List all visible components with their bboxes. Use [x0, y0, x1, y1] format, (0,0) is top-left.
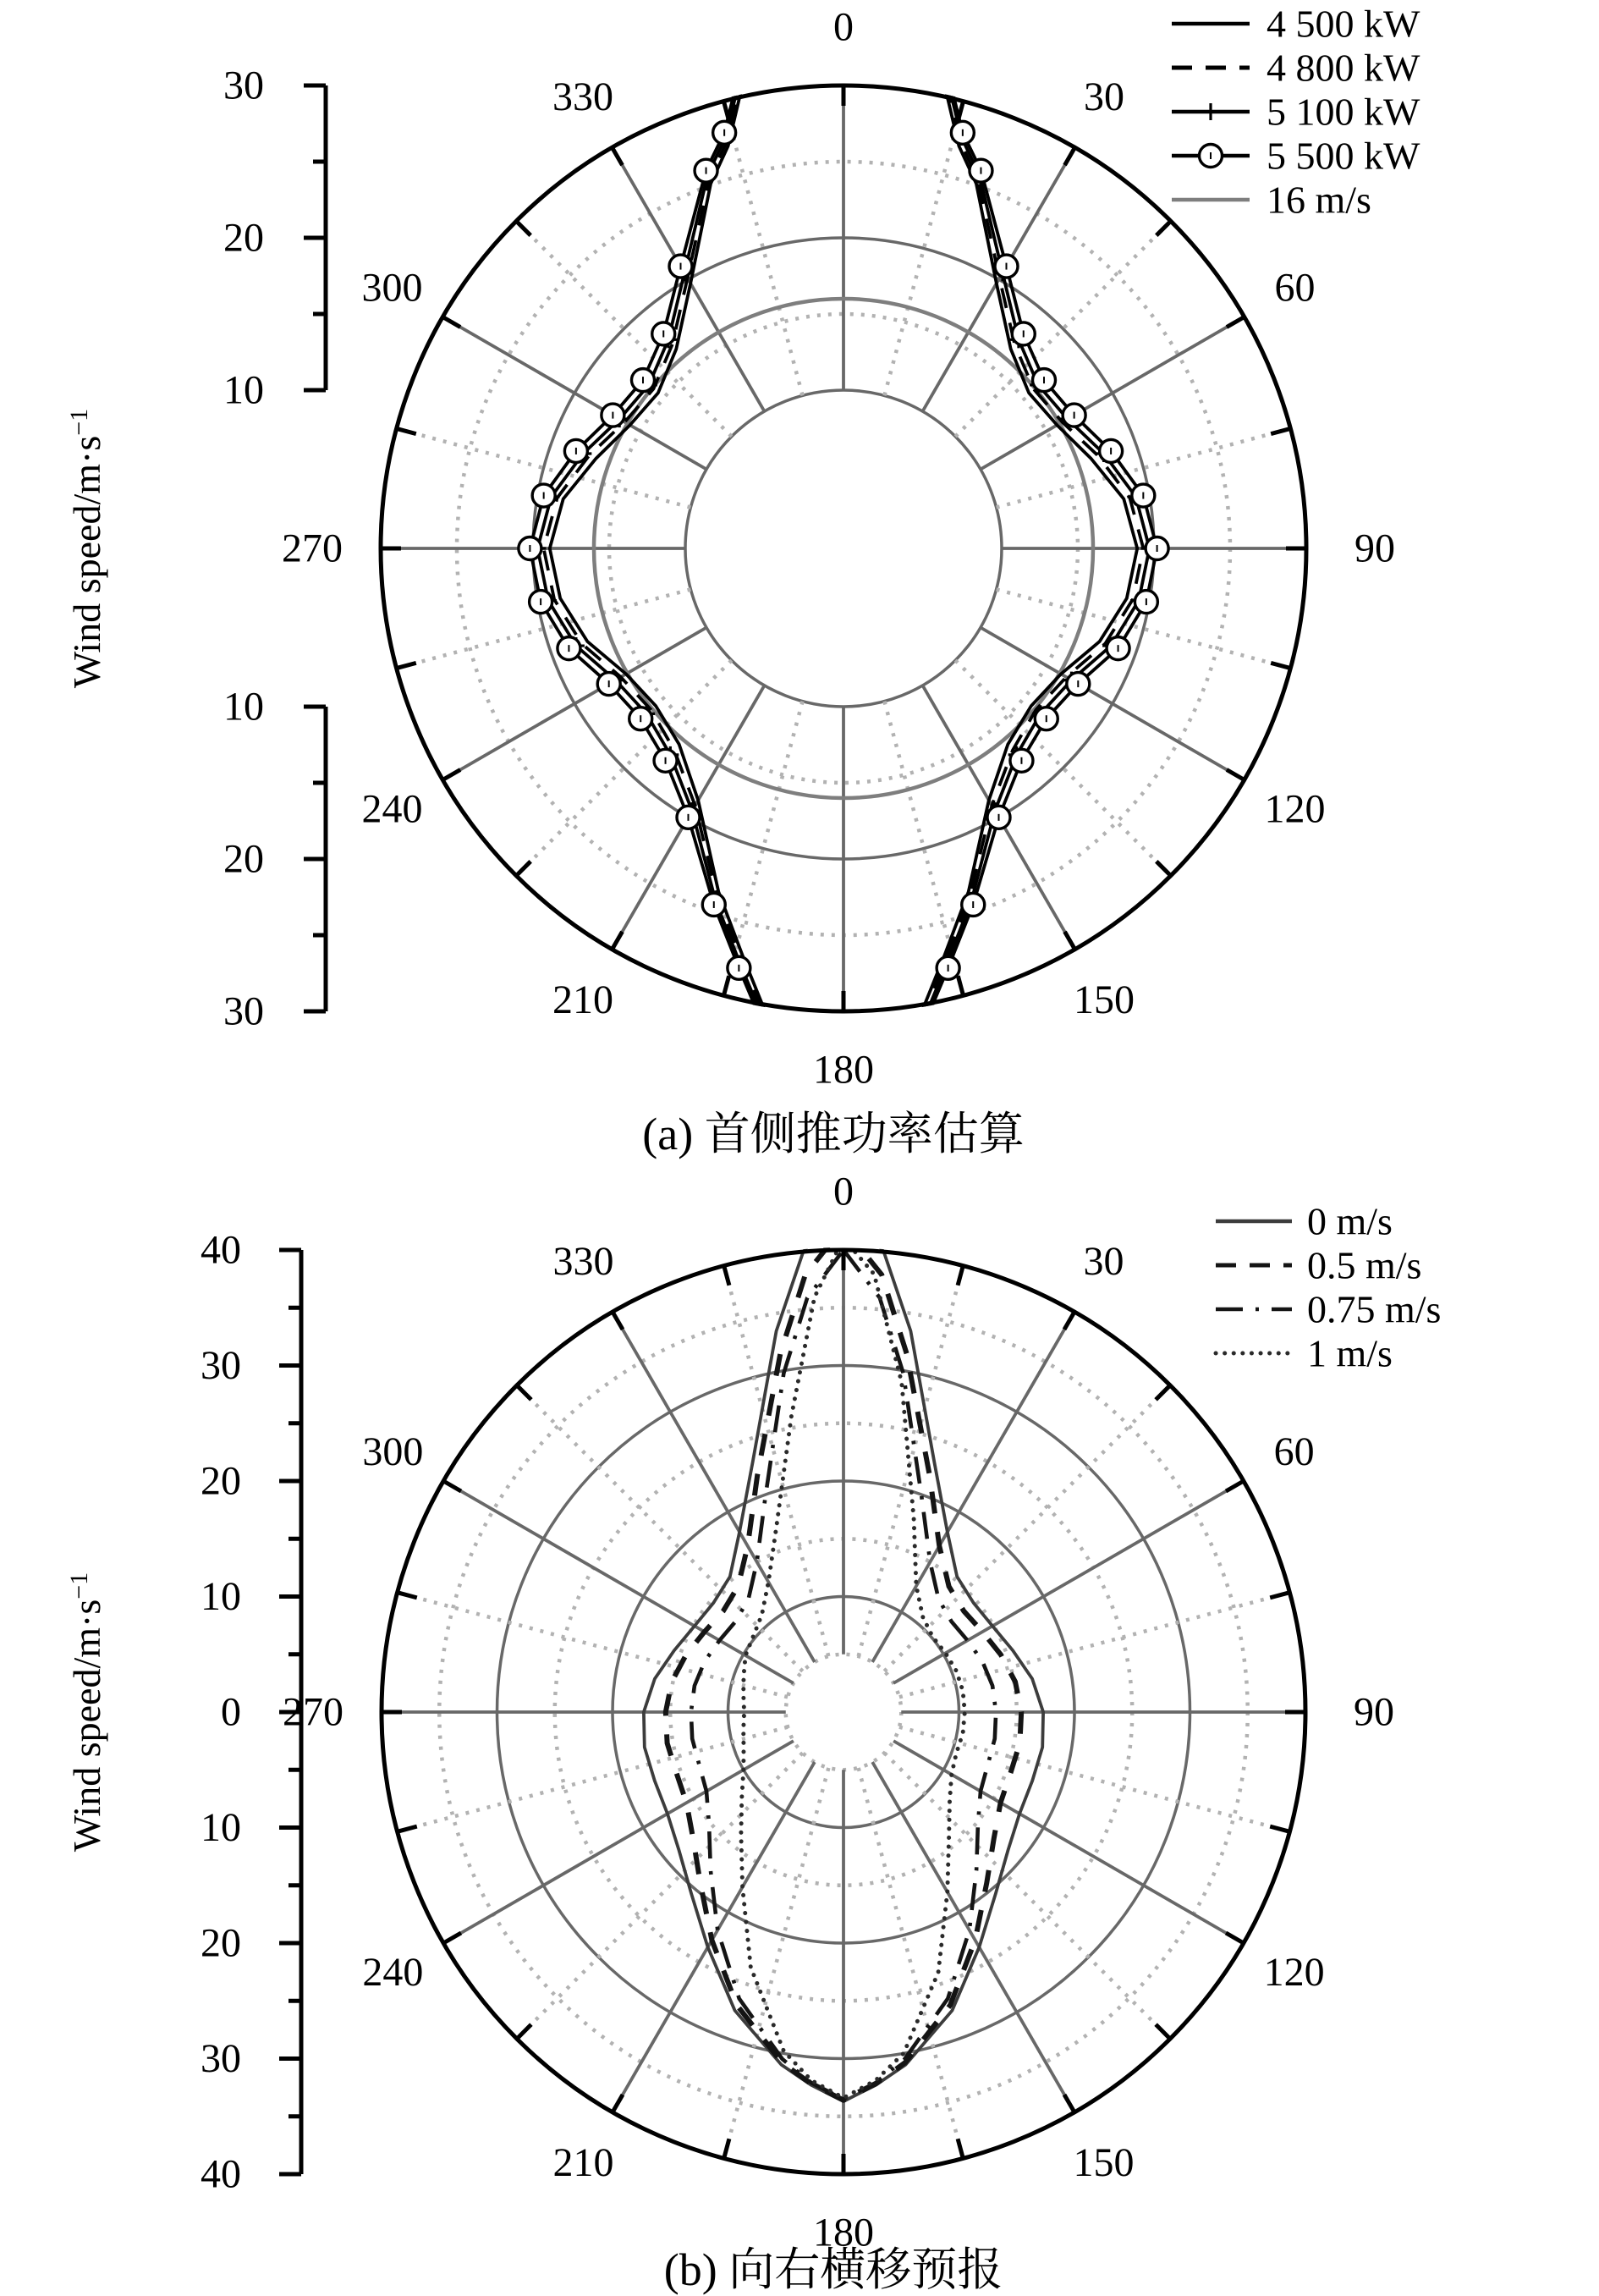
radial-tick-label: 20	[201, 1920, 241, 1966]
legend-label: 4 800 kW	[1267, 46, 1420, 90]
radial-tick-label: 40	[201, 1227, 241, 1273]
rim-tick	[1157, 862, 1171, 876]
grid-circle-solid	[685, 390, 1002, 707]
angle-label-120: 120	[1264, 786, 1326, 832]
rim-tick	[613, 2095, 623, 2112]
grid-circle-dotted	[786, 1655, 902, 1770]
rim-tick	[443, 1481, 461, 1491]
grid-spoke-solid	[613, 1312, 815, 1662]
radial-tick-label: 10	[201, 1574, 241, 1619]
legend-label: 1 m/s	[1307, 1331, 1393, 1375]
rim-tick	[958, 2139, 963, 2158]
rim-tick	[1064, 1312, 1074, 1330]
rim-tick	[723, 102, 728, 121]
radial-tick-label: 10	[223, 684, 264, 730]
rim-tick	[516, 221, 530, 235]
rim-tick	[724, 1266, 729, 1286]
rim-tick	[1271, 428, 1290, 433]
legend	[1172, 3, 1420, 222]
angle-label-120: 120	[1263, 1950, 1325, 1995]
grid-spoke-solid	[872, 1312, 1074, 1662]
angle-label-300: 300	[361, 265, 423, 311]
radial-tick-label: 40	[201, 2151, 241, 2197]
rim-tick	[397, 428, 416, 433]
rim-tick	[1065, 147, 1075, 165]
angle-label-60: 60	[1273, 1429, 1315, 1474]
rim-tick	[1227, 770, 1245, 780]
rim-tick	[442, 317, 460, 328]
angle-label-300: 300	[362, 1429, 424, 1474]
polar-chart-b	[65, 1170, 1441, 2296]
rim-tick	[517, 1385, 531, 1400]
rim-tick	[1156, 2024, 1170, 2039]
series-curve-1-m/s	[741, 1238, 964, 2098]
angle-label-180: 180	[813, 1047, 874, 1093]
angle-label-60: 60	[1274, 265, 1316, 311]
legend-label: 0.5 m/s	[1307, 1243, 1422, 1287]
rim-tick	[398, 1826, 417, 1831]
rim-tick	[958, 1266, 963, 1286]
axis-title: Wind speed/$m\cdot s^{-1}$	[65, 408, 108, 689]
polar-chart-a	[65, 0, 1420, 1240]
radial-tick-label: 20	[201, 1458, 241, 1504]
radial-tick-label: 10	[223, 367, 264, 413]
rim-tick	[516, 862, 530, 876]
angle-label-150: 150	[1074, 977, 1135, 1022]
rim-tick	[1226, 1933, 1244, 1943]
rim-tick	[1065, 932, 1075, 950]
rim-tick	[724, 2139, 729, 2158]
rim-tick	[442, 770, 460, 780]
angle-label-210: 210	[552, 2140, 614, 2186]
angle-label-210: 210	[552, 977, 613, 1022]
radial-tick-label: 30	[223, 63, 264, 108]
angle-label-30: 30	[1084, 74, 1124, 120]
radial-axis	[65, 1228, 301, 2197]
legend-label: 5 500 kW	[1267, 134, 1420, 178]
radial-tick-label: 30	[201, 1343, 241, 1388]
rim-tick	[1227, 317, 1245, 328]
angle-label-90: 90	[1354, 1689, 1394, 1735]
legend-label: 5 100 kW	[1267, 90, 1420, 134]
rim-tick	[613, 147, 623, 165]
legend-label: 16 m/s	[1267, 178, 1371, 222]
rim-tick	[397, 663, 416, 668]
angle-label-30: 30	[1083, 1238, 1124, 1284]
rim-tick	[1270, 1826, 1289, 1831]
angle-label-0: 0	[833, 4, 854, 50]
angle-label-240: 240	[361, 786, 423, 832]
grid-spoke-solid	[872, 1762, 1074, 2112]
rim-tick	[723, 976, 728, 995]
rim-tick	[958, 102, 963, 121]
axis-title: Wind speed/$m\cdot s^{-1}$	[65, 1572, 108, 1853]
angle-label-270: 270	[282, 526, 343, 571]
chart-caption-b: (b) 向右横移预报	[663, 2244, 1003, 2295]
angle-label-90: 90	[1354, 526, 1395, 571]
chart-caption-a: (a) 首侧推功率估算	[642, 1109, 1025, 1159]
radial-tick-label: 30	[201, 2036, 241, 2081]
radial-tick-label: 20	[223, 836, 264, 882]
angle-label-240: 240	[362, 1950, 424, 1995]
angle-label-180: 180	[813, 2210, 874, 2255]
legend-label: 4 500 kW	[1267, 2, 1420, 46]
rim-tick	[517, 2024, 531, 2039]
angle-label-150: 150	[1073, 2140, 1135, 2186]
angle-label-330: 330	[552, 1238, 614, 1284]
legend	[1216, 1200, 1441, 1375]
angle-label-330: 330	[552, 74, 613, 120]
radial-tick-label: 20	[223, 215, 264, 261]
rim-tick	[1064, 2095, 1074, 2112]
rim-tick	[443, 1933, 461, 1943]
radial-tick-label: 0	[221, 1689, 241, 1735]
rim-tick	[1157, 221, 1171, 235]
radial-tick-label: 30	[223, 988, 264, 1034]
grid-spoke-solid	[893, 1741, 1244, 1943]
rim-tick	[1226, 1481, 1244, 1491]
rim-tick	[398, 1593, 417, 1598]
rim-tick	[613, 932, 623, 950]
legend-label: 0 m/s	[1307, 1199, 1393, 1243]
rim-tick	[613, 1312, 623, 1330]
angle-label-270: 270	[283, 1689, 343, 1735]
grid-spoke-solid	[443, 1481, 794, 1683]
rim-tick	[1270, 1593, 1289, 1598]
angle-label-0: 0	[833, 1169, 854, 1214]
rim-tick	[1156, 1385, 1170, 1400]
radial-tick-label: 10	[201, 1805, 241, 1850]
rim-tick	[958, 976, 963, 995]
legend-label: 0.75 m/s	[1307, 1287, 1442, 1331]
rim-tick	[1271, 663, 1290, 668]
